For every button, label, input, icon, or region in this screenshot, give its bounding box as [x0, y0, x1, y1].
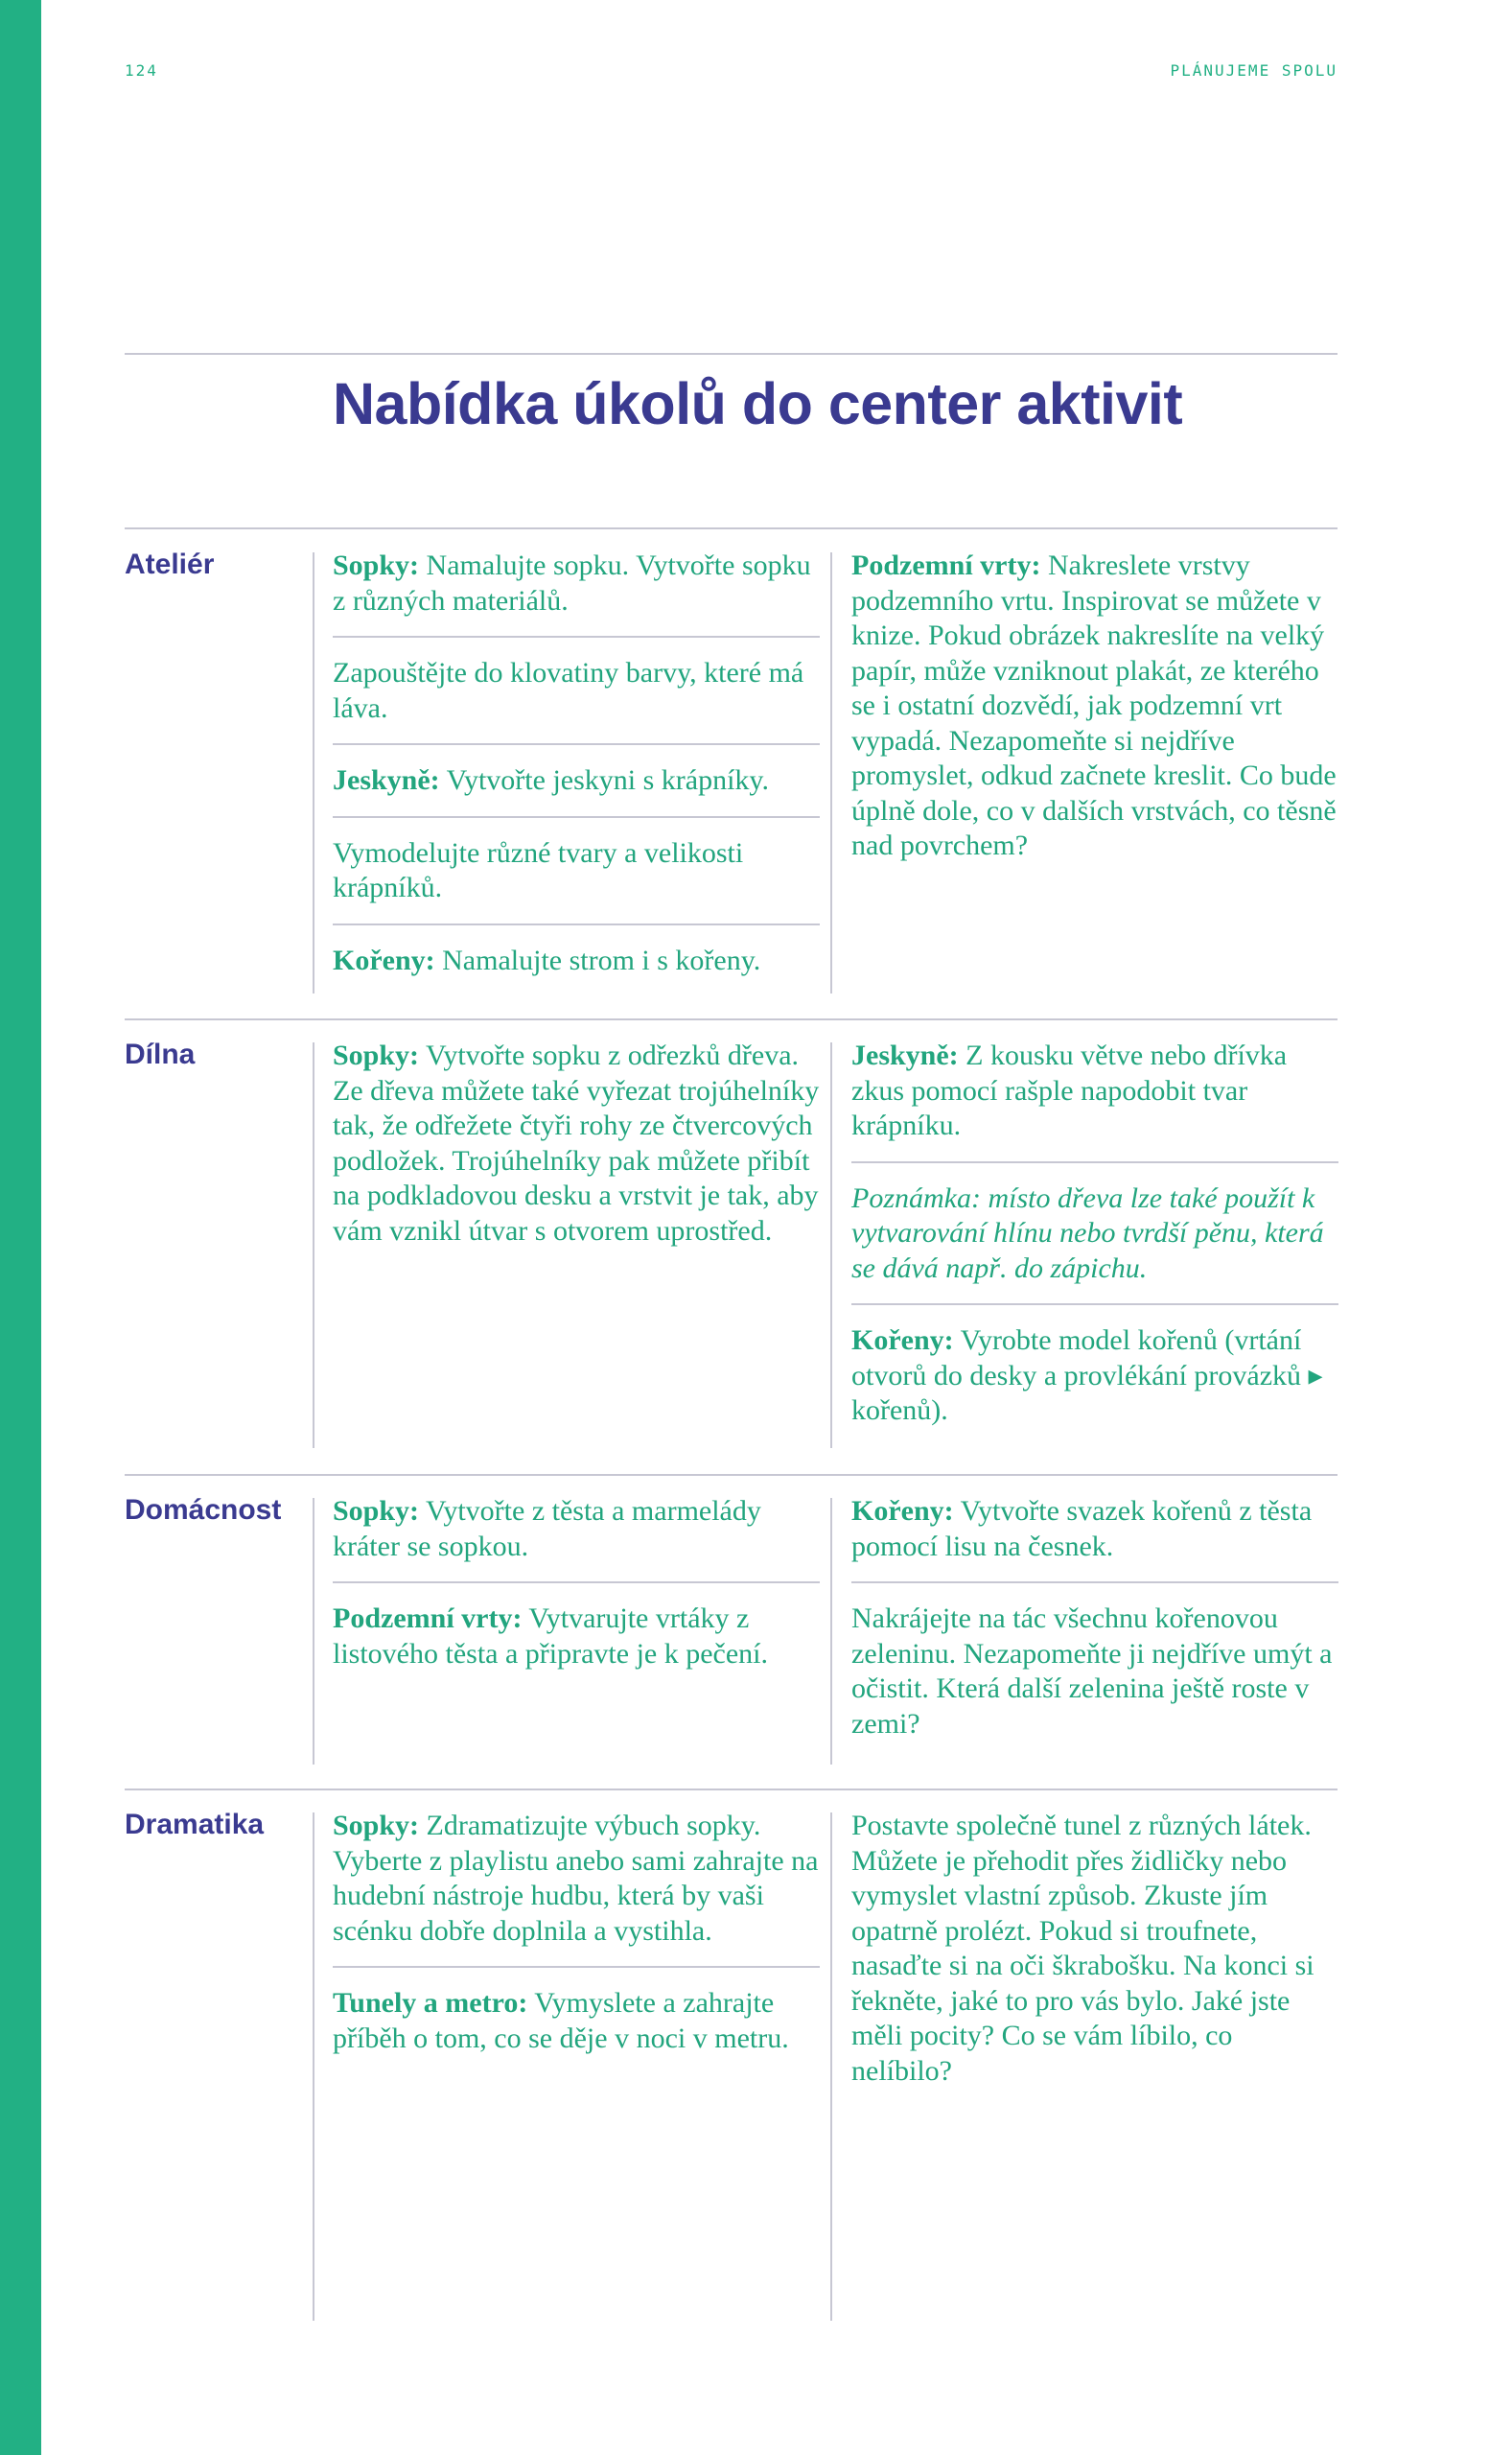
section-rule	[125, 1789, 1338, 1790]
section-label-dramatika: Dramatika	[125, 1809, 265, 1840]
section-label-domacnost: Domácnost	[125, 1494, 282, 1526]
atelier-entry: Vymodelujte různé tvary a velikosti krápníků.	[333, 836, 744, 903]
entry-divider	[851, 1581, 1338, 1583]
side-color-bar	[0, 0, 41, 2455]
domacnost-entry: Nakrájejte na tác všechnu kořenovou zeleninu. Nezapomeňte ji nejdříve umýt a očistit. Která další zelenina ještě roste v zemi?	[851, 1602, 1333, 1740]
column-divider	[830, 1812, 832, 2321]
column-divider	[830, 552, 832, 994]
dilna-note: Poznámka: místo dřeva lze také použít k vytvarování hlínu nebo tvrdší pěnu, která se dává např. do zápichu.	[851, 1181, 1324, 1284]
dilna-entry: Kořeny: Vyrobte model kořenů (vrtání otvorů do desky a provlékání provázků ▸ kořenů).	[851, 1324, 1323, 1426]
column-divider	[313, 1042, 314, 1448]
domacnost-entry: Podzemní vrty: Vytvarujte vrtáky z listového těsta a připravte je k pečení.	[333, 1602, 768, 1670]
section-label-dilna: Dílna	[125, 1039, 196, 1070]
section-rule	[125, 1018, 1338, 1020]
entry-divider	[333, 1966, 820, 1968]
title-top-rule	[125, 353, 1338, 355]
entry-divider	[851, 1303, 1338, 1305]
atelier-left-column	[333, 549, 820, 978]
section-rule	[125, 1474, 1338, 1476]
domacnost-entry: Kořeny: Vytvořte svazek kořenů z těsta pomocí lisu na česnek.	[851, 1495, 1313, 1562]
domacnost-left-column	[333, 1494, 820, 1672]
dilna-entry: Sopky: Vytvořte sopku z odřezků dřeva. Ze dřeva můžete také vyřezat trojúhelníky tak, že odřežete čtyři rohy ze čtvercových podložek. Trojúhelníky pak můžete přibít na podkladovou desku a vrstvit je tak, aby vám vznikl útvar s otvorem uprostřed.	[333, 1040, 820, 1247]
atelier-right-column	[851, 549, 1338, 864]
section-label-atelier: Ateliér	[125, 549, 215, 580]
entry-divider	[333, 1581, 820, 1583]
dramatika-entry: Sopky: Zdramatizujte výbuch sopky. Vyberte z playlistu anebo sami zahrajte na hudební nástroje hudbu, která by vaši scénku dobře doplnila a vystihla.	[333, 1810, 819, 1947]
dramatika-left-column	[333, 1809, 820, 2056]
page-number: 124	[125, 61, 158, 80]
entry-divider	[333, 924, 820, 925]
atelier-entry: Kořeny: Namalujte strom i s kořeny.	[333, 944, 761, 976]
column-divider	[313, 1812, 314, 2321]
page-title: Nabídka úkolů do center aktivit	[333, 371, 1183, 436]
dilna-right-column	[851, 1039, 1338, 1429]
running-title: PLÁNUJEME SPOLU	[1170, 61, 1338, 80]
column-divider	[830, 1042, 832, 1448]
dilna-left-column	[333, 1039, 820, 1249]
atelier-entry: Sopky: Namalujte sopku. Vytvořte sopku z různých materiálů.	[333, 549, 811, 617]
column-divider	[313, 552, 314, 994]
domacnost-entry: Sopky: Vytvořte z těsta a marmelády kráter se sopkou.	[333, 1495, 761, 1562]
entry-divider	[851, 1161, 1338, 1163]
atelier-entry: Zapouštějte do klovatiny barvy, které má láva.	[333, 657, 804, 724]
domacnost-right-column	[851, 1494, 1338, 1742]
atelier-entry: Jeskyně: Vytvořte jeskyni s krápníky.	[333, 764, 769, 796]
title-bottom-rule	[125, 527, 1338, 529]
column-divider	[830, 1498, 832, 1765]
entry-divider	[333, 636, 820, 638]
column-divider	[313, 1498, 314, 1765]
dramatika-entry: Tunely a metro: Vymyslete a zahrajte příběh o tom, co se děje v noci v metru.	[333, 1987, 789, 2054]
entry-divider	[333, 743, 820, 745]
dramatika-entry: Postavte společně tunel z různých látek. Můžete je přehodit přes židličky nebo vymyslet vlastní způsob. Zkuste jím opatrně prolézt. Pokud si troufnete, nasaďte si na oči škrabošku. Na konci si řekněte, jaké to pro vás bylo. Jaké jste měli pocity? Co se vám líbilo, co nelíbilo?	[851, 1810, 1314, 2087]
atelier-entry: Podzemní vrty: Nakreslete vrstvy podzemního vrtu. Inspirovat se můžete v knize. Pokud obrázek nakreslíte na velký papír, může vzniknout plakát, ze kterého se i ostatní dozvědí, jak podzemní vrt vypadá. Nezapomeňte si nejdříve promyslet, odkud začnete kreslit. Co bude úplně dole, co v dalších vrstvách, co těsně nad povrchem?	[851, 549, 1337, 861]
dramatika-right-column	[851, 1809, 1338, 2089]
entry-divider	[333, 816, 820, 818]
dilna-entry: Jeskyně: Z kousku větve nebo dřívka zkus pomocí rašple napodobit tvar krápníku.	[851, 1040, 1288, 1141]
